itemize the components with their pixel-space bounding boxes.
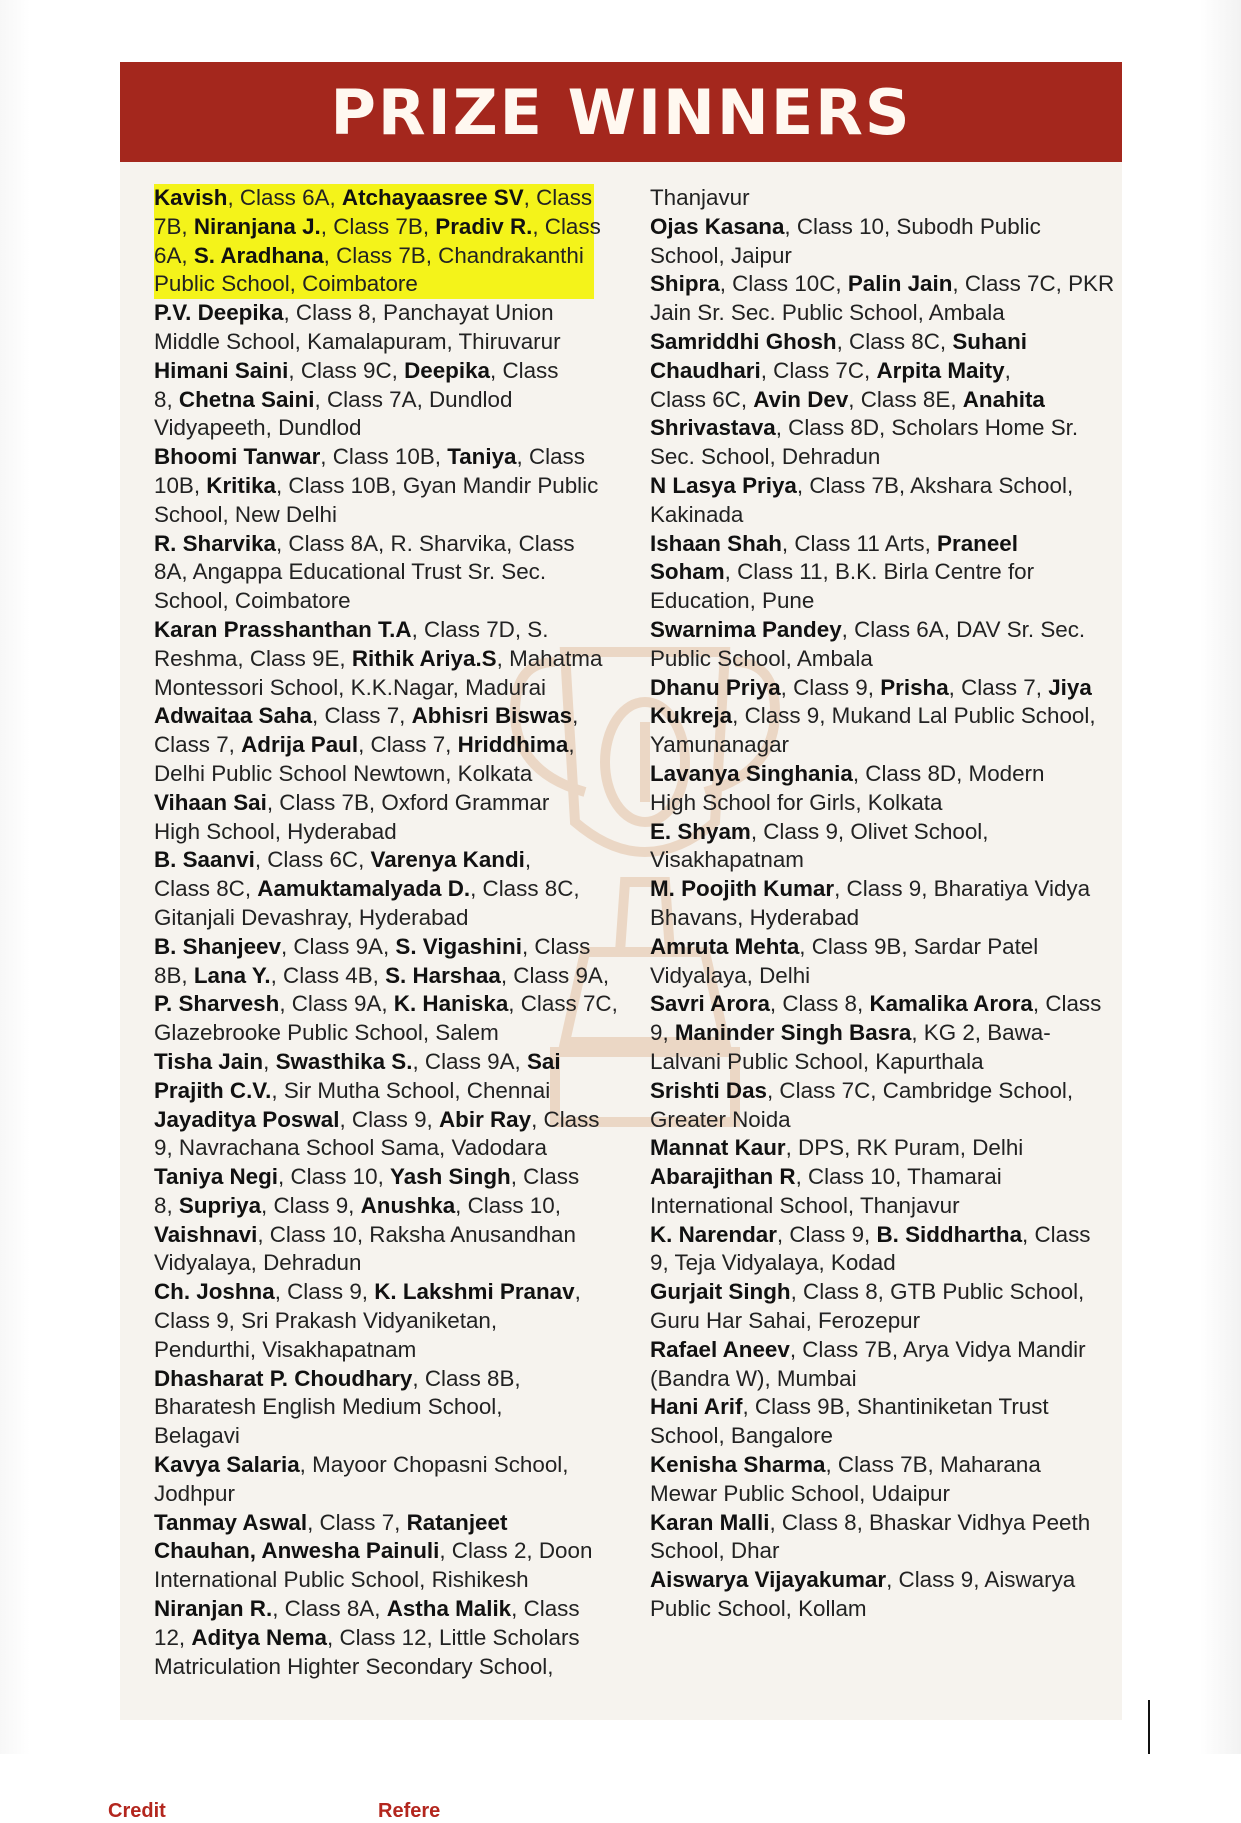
entry-line: Jodhpur <box>154 1480 235 1506</box>
winner-entry <box>650 818 1100 876</box>
entry-line: Montessori School, K.K.Nagar, Madurai <box>154 674 547 700</box>
entry-line: Adwaitaa Saha, Class 7, Abhisri Biswas, <box>154 703 579 729</box>
entry-line: Pendurthi, Visakhapatnam <box>154 1336 417 1362</box>
entry-line: Chauhan, Anwesha Painuli, Class 2, Doon <box>154 1538 593 1564</box>
entry-line: Vidyalaya, Delhi <box>650 962 811 988</box>
entry-line: Class 8C, Aamuktamalyada D., Class 8C, <box>154 876 580 902</box>
entry-line: Vaishnavi, Class 10, Raksha Anusandhan <box>154 1221 576 1247</box>
entry-line: Public School, Kollam <box>650 1596 867 1622</box>
entry-line: Vidyalaya, Dehradun <box>154 1250 362 1276</box>
entry-line: Visakhapatnam <box>650 847 804 873</box>
entry-line: Public School, Coimbatore <box>154 270 594 299</box>
entry-line: High School for Girls, Kolkata <box>650 789 943 815</box>
winner-entry <box>650 1566 1100 1624</box>
entry-line: Niranjan R., Class 8A, Astha Malik, Class <box>154 1596 580 1622</box>
entry-line: Bhoomi Tanwar, Class 10B, Taniya, Class <box>154 444 585 470</box>
winner-entry <box>650 1077 1100 1135</box>
footer-reference-fragment: Refere <box>378 1800 441 1822</box>
entry-line: Mannat Kaur, DPS, RK Puram, Delhi <box>650 1135 1024 1161</box>
winner-entry <box>154 1048 594 1106</box>
winner-entry <box>650 472 1100 530</box>
entry-line: Lalvani Public School, Kapurthala <box>650 1048 984 1074</box>
entry-line: P. Sharvesh, Class 9A, K. Haniska, Class 7C, <box>154 991 618 1017</box>
entry-line: Abarajithan R, Class 10, Thamarai <box>650 1164 1002 1190</box>
entry-line: N Lasya Priya, Class 7B, Akshara School, <box>650 472 1074 498</box>
entry-line: Class 6C, Avin Dev, Class 8E, Anahita <box>650 386 1045 412</box>
entry-line: Karan Prasshanthan T.A, Class 7D, S. <box>154 616 549 642</box>
winner-entry <box>154 789 594 847</box>
entry-line: Vihaan Sai, Class 7B, Oxford Grammar <box>154 789 550 815</box>
entry-line: Greater Noida <box>650 1106 791 1132</box>
entry-line: Himani Saini, Class 9C, Deepika, Class <box>154 357 559 383</box>
winner-entry <box>650 1336 1100 1394</box>
winner-entry <box>650 933 1100 991</box>
winner-entry <box>650 1221 1100 1279</box>
winner-entry <box>154 1278 594 1364</box>
entry-line: K. Narendar, Class 9, B. Siddhartha, Class <box>650 1221 1091 1247</box>
entry-line: Bharatesh English Medium School, <box>154 1394 503 1420</box>
entry-line: International Public School, Rishikesh <box>154 1567 529 1593</box>
entry-line: Tanmay Aswal, Class 7, Ratanjeet <box>154 1509 508 1535</box>
entry-line: Srishti Das, Class 7C, Cambridge School, <box>650 1077 1074 1103</box>
entry-line: 6A, S. Aradhana, Class 7B, Chandrakanthi <box>154 242 594 271</box>
entry-line: Rafael Aneev, Class 7B, Arya Vidya Mandir <box>650 1336 1086 1362</box>
winner-entry <box>650 270 1115 328</box>
winner-entry <box>650 1393 1100 1451</box>
entry-line: Ojas Kasana, Class 10, Subodh Public <box>650 213 1041 239</box>
entry-line: Prajith C.V., Sir Mutha School, Chennai <box>154 1077 551 1103</box>
winner-entry <box>154 1106 600 1164</box>
entry-line: Ch. Joshna, Class 9, K. Lakshmi Pranav, <box>154 1279 581 1305</box>
entry-line: 8, Chetna Saini, Class 7A, Dundlod <box>154 386 513 412</box>
entry-line: Amruta Mehta, Class 9B, Sardar Patel <box>650 933 1039 959</box>
winner-entry <box>650 1451 1100 1509</box>
prize-winners-clipping <box>108 62 1122 1822</box>
entry-line: Kavish, Class 6A, Atchayaasree SV, Class <box>154 184 594 213</box>
winner-entry <box>650 616 1100 674</box>
entry-line: 8A, Angappa Educational Trust Sr. Sec. <box>154 559 547 585</box>
winner-entry <box>154 1163 594 1278</box>
entry-line: 10B, Kritika, Class 10B, Gyan Mandir Public <box>154 472 599 498</box>
winner-entry <box>650 213 1100 271</box>
entry-line: Class 7, Adrija Paul, Class 7, Hriddhima, <box>154 732 575 758</box>
winner-entry <box>154 1365 594 1451</box>
entry-line: Aiswarya Vijayakumar, Class 9, Aiswarya <box>650 1567 1076 1593</box>
page-edge-line <box>1148 1700 1150 1754</box>
entry-line: R. Sharvika, Class 8A, R. Sharvika, Class <box>154 530 575 556</box>
entry-line: Tisha Jain, Swasthika S., Class 9A, Sai <box>154 1048 561 1074</box>
entry-line: Lavanya Singhania, Class 8D, Modern <box>650 760 1045 786</box>
entry-line: P.V. Deepika, Class 8, Panchayat Union <box>154 300 554 326</box>
entry-line: Dhasharat P. Choudhary, Class 8B, <box>154 1365 521 1391</box>
entry-line: 7B, Niranjana J., Class 7B, Pradiv R., Class <box>154 213 594 242</box>
entry-line: School, Bangalore <box>650 1423 833 1449</box>
entry-line: Vidyapeeth, Dundlod <box>154 415 362 441</box>
winner-entry <box>650 875 1100 933</box>
entry-line: E. Shyam, Class 9, Olivet School, <box>650 818 989 844</box>
winner-entry <box>154 616 603 702</box>
winner-entry <box>154 702 594 788</box>
entry-line: M. Poojith Kumar, Class 9, Bharatiya Vidya <box>650 876 1091 902</box>
entry-line: School, Coimbatore <box>154 588 351 614</box>
winner-entry <box>650 1163 1100 1221</box>
entry-line: Savri Arora, Class 8, Kamalika Arora, Class <box>650 991 1102 1017</box>
entry-line: Matriculation Highter Secondary School, <box>154 1653 554 1679</box>
entry-line: Kavya Salaria, Mayoor Chopasni School, <box>154 1452 569 1478</box>
entry-line: Ishaan Shah, Class 11 Arts, Praneel <box>650 530 1018 556</box>
entry-line: Belagavi <box>154 1423 240 1449</box>
entry-line: Hani Arif, Class 9B, Shantiniketan Trust <box>650 1394 1049 1420</box>
entry-line: Glazebrooke Public School, Salem <box>154 1020 499 1046</box>
entry-line: Bhavans, Hyderabad <box>650 904 860 930</box>
entry-line: Shipra, Class 10C, Palin Jain, Class 7C, PKR <box>650 271 1115 297</box>
footer-credit-fragment: Credit <box>108 1800 166 1822</box>
winner-entry <box>154 530 594 616</box>
entry-line: Sec. School, Dehradun <box>650 444 881 470</box>
winner-entry <box>650 674 1100 760</box>
entry-line: Thanjavur <box>650 185 750 210</box>
entry-line: 8B, Lana Y., Class 4B, S. Harshaa, Class 9A, <box>154 962 610 988</box>
right-column <box>650 184 1115 1624</box>
entry-line: 9, Maninder Singh Basra, KG 2, Bawa- <box>650 1020 1051 1046</box>
entry-line: Public School, Ambala <box>650 645 873 671</box>
entry-line: Reshma, Class 9E, Rithik Ariya.S, Mahatma <box>154 645 603 671</box>
winner-entry <box>154 184 601 299</box>
entry-line: 9, Navrachana School Sama, Vadodara <box>154 1135 547 1161</box>
entry-line: Gurjait Singh, Class 8, GTB Public School, <box>650 1279 1085 1305</box>
winner-entry <box>650 760 1100 818</box>
winner-entry <box>650 1509 1100 1567</box>
page-title: PRIZE WINNERS <box>330 75 912 149</box>
winner-entry <box>650 530 1100 616</box>
entry-line: 9, Teja Vidyalaya, Kodad <box>650 1250 896 1276</box>
entry-line: Gitanjali Devashray, Hyderabad <box>154 904 469 930</box>
entry-line: Soham, Class 11, B.K. Birla Centre for <box>650 559 1035 585</box>
entry-line: Mewar Public School, Udaipur <box>650 1480 950 1506</box>
entry-line: School, New Delhi <box>154 501 337 527</box>
entry-line: Shrivastava, Class 8D, Scholars Home Sr. <box>650 415 1079 441</box>
entry-line: (Bandra W), Mumbai <box>650 1365 857 1391</box>
entry-line: 12, Aditya Nema, Class 12, Little Scholars <box>154 1624 580 1650</box>
winner-entry <box>650 328 1100 472</box>
winner-entry <box>154 846 594 932</box>
entry-line: B. Saanvi, Class 6C, Varenya Kandi, <box>154 847 532 873</box>
winner-entry <box>154 443 599 529</box>
left-column <box>154 184 618 1681</box>
entry-line: Education, Pune <box>650 588 815 614</box>
entry-line: Delhi Public School Newtown, Kolkata <box>154 760 533 786</box>
entry-line: Guru Har Sahai, Ferozepur <box>650 1308 921 1334</box>
entry-line: 8, Supriya, Class 9, Anushka, Class 10, <box>154 1192 561 1218</box>
winner-entry <box>154 933 618 1048</box>
winner-entry <box>154 1595 594 1681</box>
entry-line: Yamunanagar <box>650 732 790 758</box>
entry-line: Kenisha Sharma, Class 7B, Maharana <box>650 1452 1041 1478</box>
entry-line: Swarnima Pandey, Class 6A, DAV Sr. Sec. <box>650 616 1086 642</box>
entry-line: High School, Hyderabad <box>154 818 397 844</box>
entry-line: Jain Sr. Sec. Public School, Ambala <box>650 300 1005 326</box>
entry-line: Karan Malli, Class 8, Bhaskar Vidhya Peeth <box>650 1509 1091 1535</box>
entry-line: Jayaditya Poswal, Class 9, Abir Ray, Class <box>154 1106 600 1132</box>
entry-line: Samriddhi Ghosh, Class 8C, Suhani <box>650 328 1027 354</box>
entry-line: Taniya Negi, Class 10, Yash Singh, Class <box>154 1164 580 1190</box>
winner-entry <box>650 990 1100 1076</box>
entry-line: Class 9, Sri Prakash Vidyaniketan, <box>154 1308 498 1334</box>
entry-line: School, Jaipur <box>650 242 792 268</box>
entry-line: Dhanu Priya, Class 9, Prisha, Class 7, Jiya <box>650 674 1092 700</box>
winner-entry <box>650 1134 1100 1163</box>
winner-entry <box>650 184 1100 213</box>
winner-entry <box>154 299 594 357</box>
entry-line: School, Dhar <box>650 1538 780 1564</box>
winner-entry <box>154 357 594 443</box>
winner-entry <box>154 1509 594 1595</box>
title-banner <box>120 62 1122 162</box>
entry-line: Middle School, Kamalapuram, Thiruvarur <box>154 328 561 354</box>
winner-entry <box>650 1278 1100 1336</box>
entry-line: Kukreja, Class 9, Mukand Lal Public School, <box>650 703 1096 729</box>
winner-entry <box>154 1451 594 1509</box>
entry-line: Chaudhari, Class 7C, Arpita Maity, <box>650 357 1011 383</box>
entry-line: Kakinada <box>650 501 744 527</box>
entry-line: B. Shanjeev, Class 9A, S. Vigashini, Class <box>154 933 591 959</box>
entry-line: International School, Thanjavur <box>650 1192 960 1218</box>
